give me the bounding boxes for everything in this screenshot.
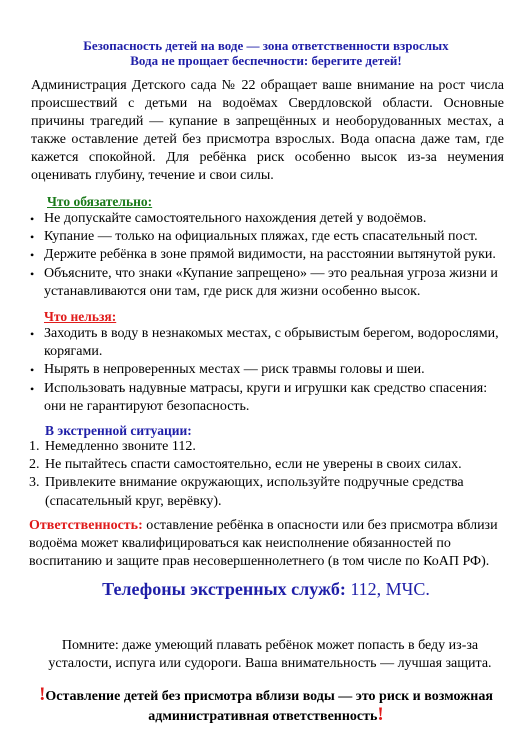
responsibility-text: оставление ребёнка в опасности или без присмотра вблизи водоёма может квалифицироваться как неисполнение обязанностей по воспитанию и защите прав несовершеннолетнего (в том числе по КоАП РФ). <box>29 518 498 569</box>
forbidden-list <box>29 325 509 416</box>
exclamation-icon: ! <box>39 684 46 705</box>
list-item: • Объясните, что знаки «Купание запрещено» — это реальная угроза жизни и устанавливаются они там, где риск для жизни особенно высок. <box>29 265 509 301</box>
list-text: Не пытайтесь спасти самостоятельно, если не уверены в своих силах. <box>45 457 462 473</box>
emergency-list <box>29 438 509 511</box>
phones-value: 112, МЧС. <box>345 579 430 599</box>
document-title: Безопасность детей на воде — зона ответственности взрослых <box>83 38 449 53</box>
forbidden-heading: Что нельзя: <box>44 309 117 324</box>
list-item <box>29 456 509 474</box>
list-number: 3. <box>29 475 40 491</box>
reminder-paragraph: Помните: даже умеющий плавать ребёнок может попасть в беду из-за усталости, испуга или судороги. Ваша внимательность — лучшая защита. <box>48 638 492 671</box>
exclamation-icon: ! <box>377 704 384 725</box>
list-text: Привлеките внимание окружающих, используйте подручные средства (спасательный круг, верёвку). <box>45 475 464 509</box>
list-item <box>29 474 509 510</box>
final-warning-text: Оставление детей без присмотра вблизи воды — это риск и возможная административная ответственность <box>45 689 493 724</box>
list-item <box>29 438 509 456</box>
list-item: • Заходить в воду в незнакомых местах, с обрывистым берегом, водорослями, корягами. <box>29 325 509 361</box>
list-item: • Не допускайте самостоятельного нахождения детей у водоёмов. <box>29 210 509 228</box>
must-list <box>29 210 509 301</box>
phones-label: Телефоны экстренных служб: <box>102 579 346 599</box>
list-text: Немедленно звоните 112. <box>45 439 196 454</box>
emergency-heading: В экстренной ситуации: <box>45 423 192 438</box>
document-subtitle: Вода не прощает беспечности: берегите детей! <box>130 53 402 68</box>
list-item: • Купание — только на официальных пляжах, где есть спасательный пост. <box>29 228 509 246</box>
list-number: 1. <box>29 439 40 454</box>
responsibility-label: Ответственность: <box>29 518 143 533</box>
must-heading: Что обязательно: <box>47 194 153 209</box>
final-warning <box>20 686 512 726</box>
list-number: 2. <box>29 457 40 473</box>
responsibility-paragraph <box>29 517 510 571</box>
list-item: • Нырять в непроверенных местах — риск травмы головы и шеи. <box>29 361 509 379</box>
list-item: • Использовать надувные матрасы, круги и игрушки как средство спасения: они не гарантируют безопасность. <box>29 380 509 416</box>
emergency-phones <box>0 578 532 600</box>
list-item: • Держите ребёнка в зоне прямой видимости, на расстоянии вытянутой руки. <box>29 246 509 264</box>
intro-paragraph: Администрация Детского сада № 22 обращает ваше внимание на рост числа происшествий с детьми на водоёмах Свердловской области. Основные причины трагедий — купание в запрещённых и необорудованных местах, а также оставление детей без присмотра взрослых. Вода опасна даже там, где кажется спокойной. Для ребёнка риск особенно высок из-за неумения оценивать глубину, течение и свои силы. <box>31 78 504 183</box>
